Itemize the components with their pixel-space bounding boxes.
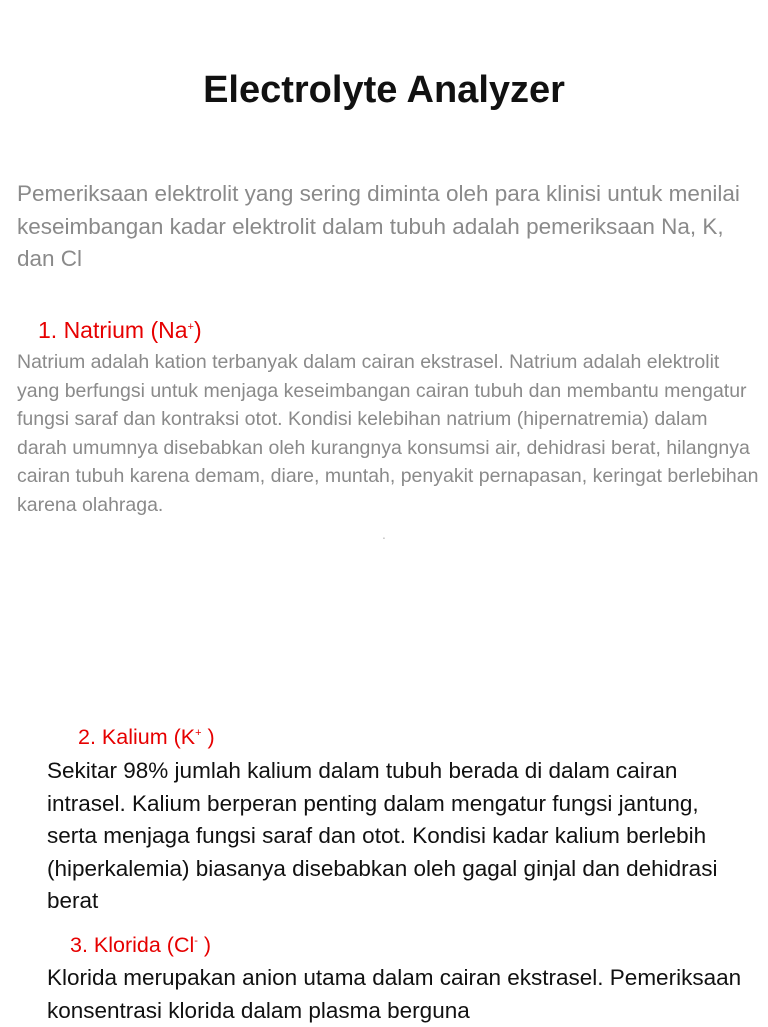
- heading-kalium-end: ): [201, 725, 215, 749]
- heading-kalium: [78, 718, 215, 752]
- heading-klorida: [70, 926, 211, 960]
- page-title: [0, 68, 768, 114]
- heading-natrium-text: 1. Natrium (Na: [38, 317, 188, 343]
- title-bold: Analyzer: [406, 69, 565, 111]
- heading-klorida-sup: -: [194, 935, 198, 947]
- intro-paragraph: Pemeriksaan elektrolit yang sering diminta oleh para klinisi untuk menilai keseimbangan kadar elektrolit dalam tubuh adalah pemeriksaan Na, K, dan Cl: [17, 181, 740, 271]
- separator-dot: .: [382, 526, 386, 542]
- heading-natrium: [38, 312, 202, 345]
- heading-klorida-end: ): [197, 933, 212, 957]
- title-regular: Electrolyte: [203, 69, 398, 111]
- heading-klorida-text: 3. Klorida (Cl: [70, 933, 195, 957]
- kalium-paragraph: Sekitar 98% jumlah kalium dalam tubuh berada di dalam cairan intrasel. Kalium berperan penting dalam mengatur fungsi jantung, serta menjaga fungsi saraf dan otot. Kondisi kadar kalium berlebih (hiperkalemia) biasanya disebabkan oleh gagal ginjal dan dehidrasi berat: [47, 758, 718, 913]
- klorida-paragraph: Klorida merupakan anion utama dalam cairan ekstrasel. Pemeriksaan konsentrasi klorida dalam plasma berguna: [47, 965, 742, 1023]
- natrium-paragraph: Natrium adalah kation terbanyak dalam cairan ekstrasel. Natrium adalah elektrolit yang berfungsi untuk menjaga keseimbangan cairan tubuh dan membantu mengatur fungsi saraf dan kontraksi otot. Kondisi kelebihan natrium (hipernatremia) dalam darah umumnya disebabkan oleh kurangnya konsumsi air, dehidrasi berat, hilangnya cairan tubuh karena demam, diare, muntah, penyakit pernapasan, keringat berlebihan karena olahraga.: [17, 351, 759, 516]
- heading-kalium-text: 2. Kalium (K: [78, 725, 196, 749]
- heading-natrium-end: ): [193, 317, 202, 343]
- heading-kalium-sup: +: [195, 727, 202, 739]
- heading-natrium-sup: +: [187, 321, 194, 333]
